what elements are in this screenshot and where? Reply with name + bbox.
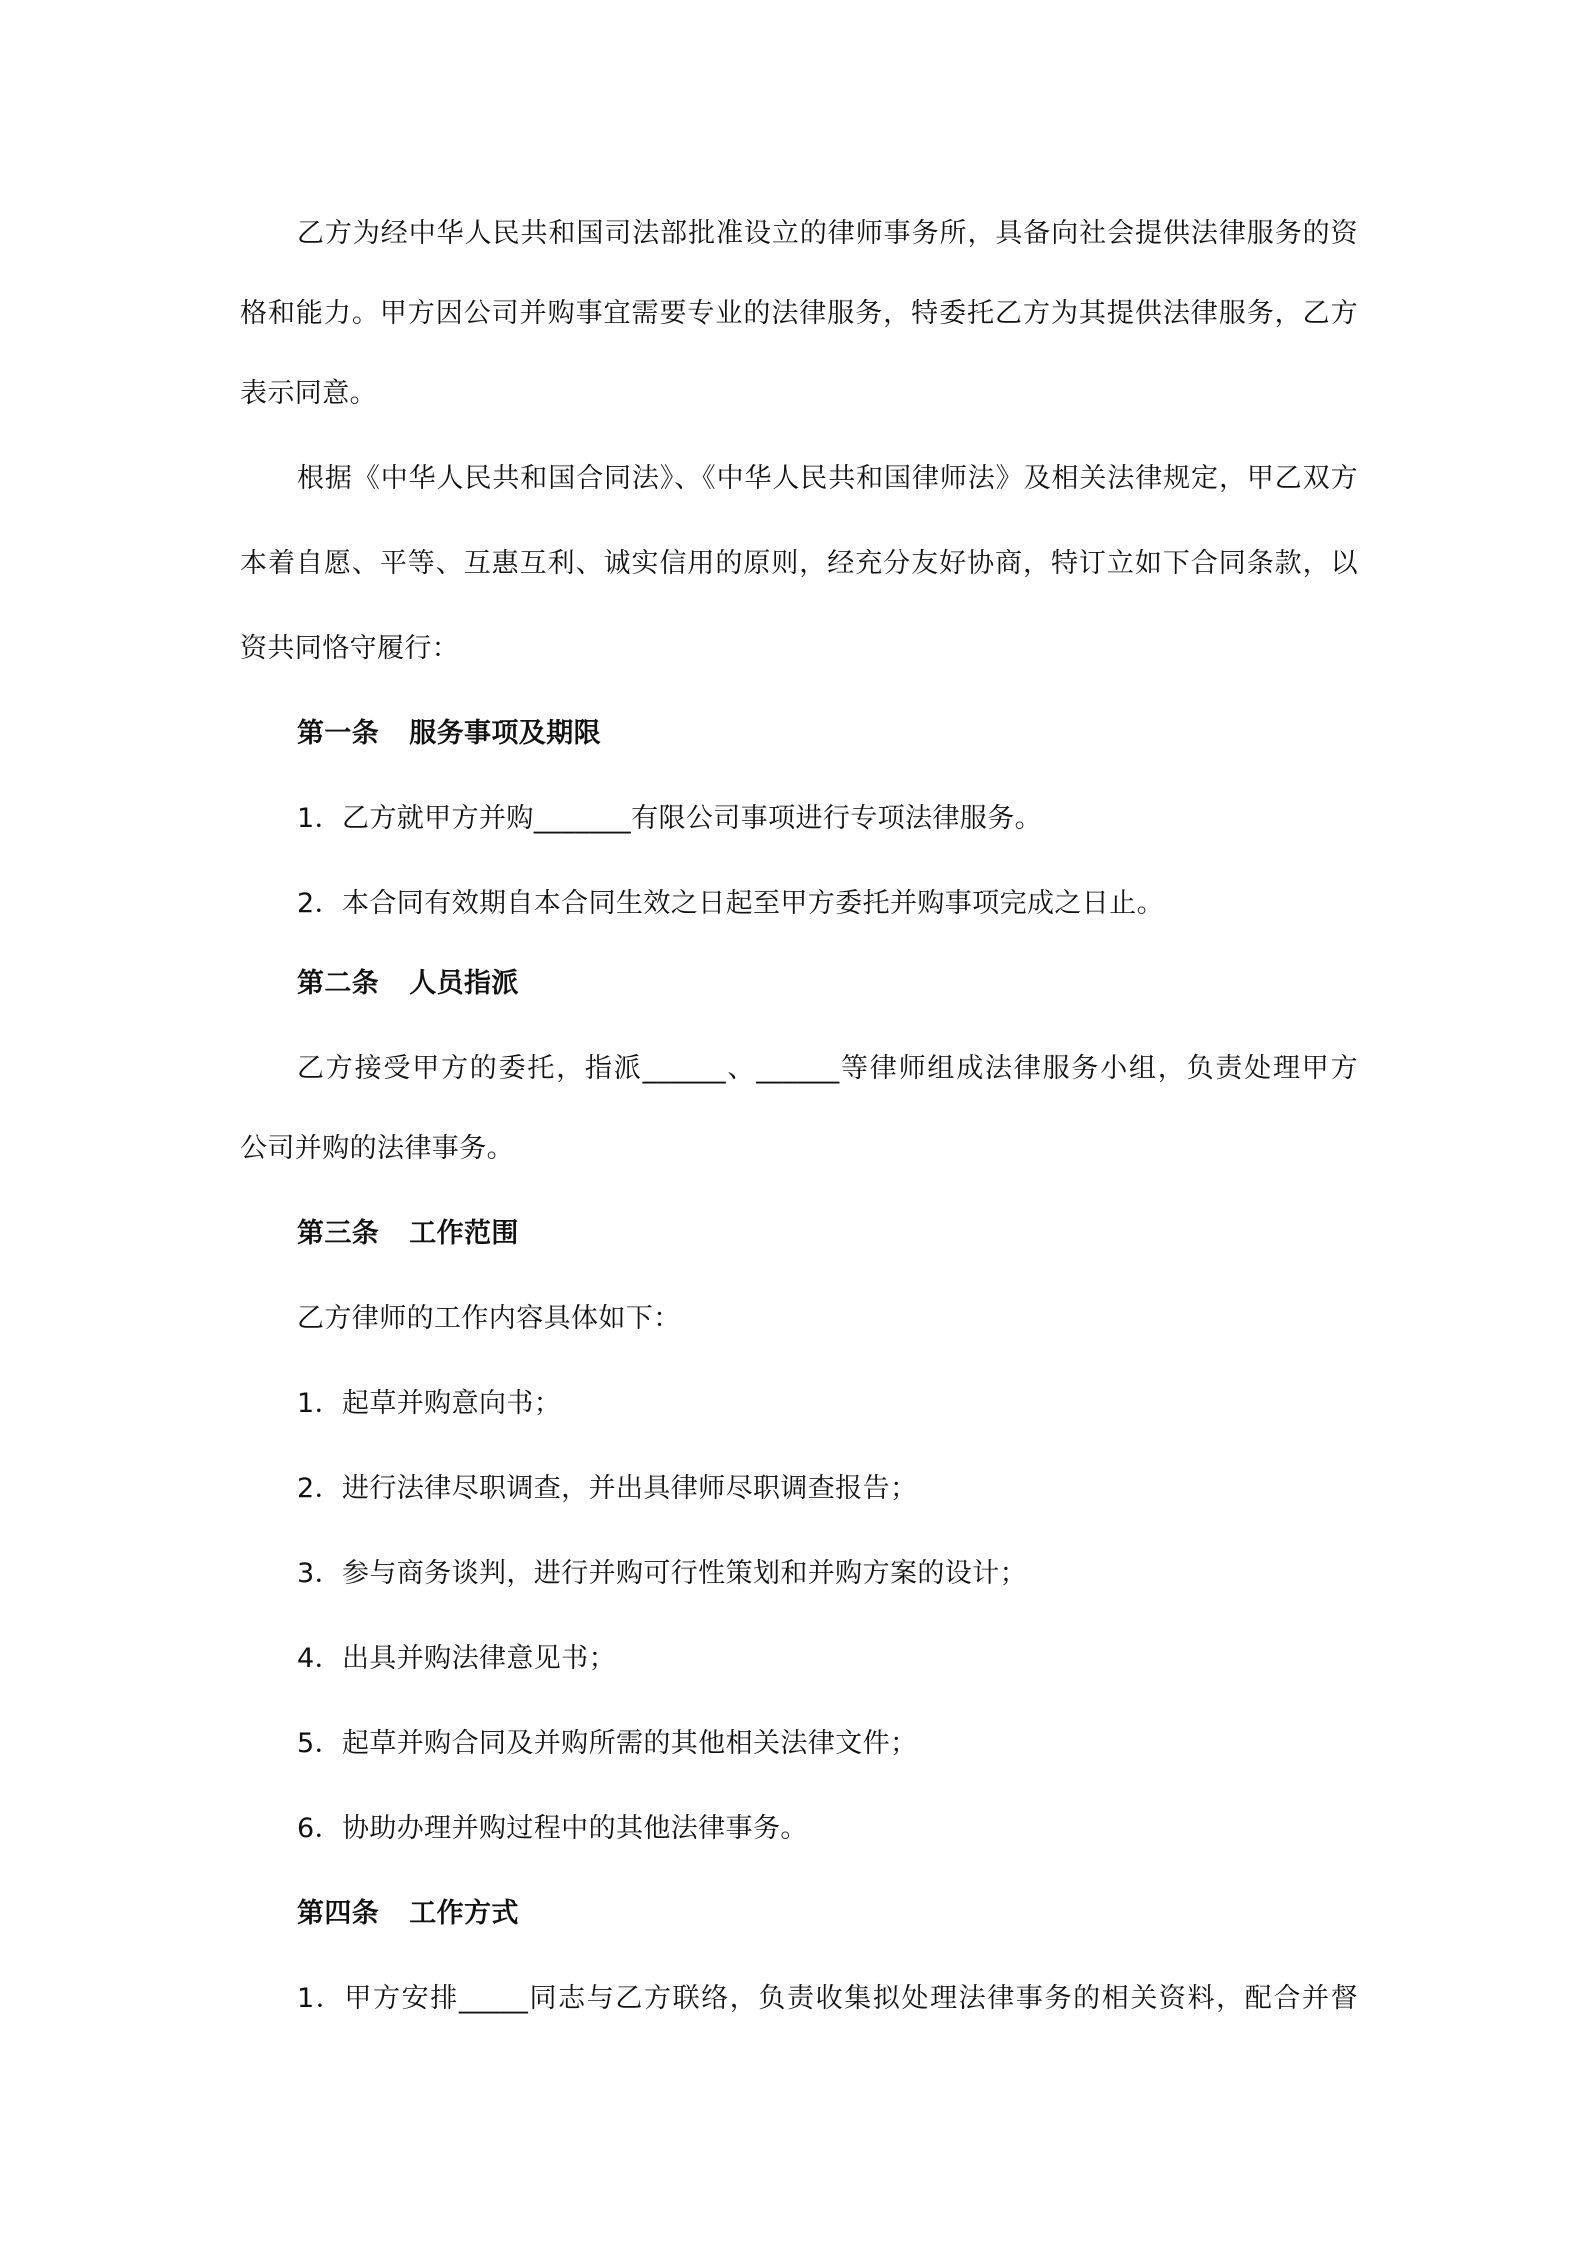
article-4-heading [297, 1894, 1358, 1934]
article-2-title: 人员指派 [409, 968, 519, 999]
article-3-item-4: 4．出具并购法律意见书； [297, 1643, 616, 1674]
preamble-paragraph-2-line-3: 资共同恪守履行： [240, 633, 460, 664]
article-2-line-1: 乙方接受甲方的委托，指派______、______等律师组成法律服务小组，负责处理甲方 [297, 1053, 1358, 1084]
article-1-heading [297, 714, 1358, 754]
preamble-paragraph-1-line-2: 格和能力。甲方因公司并购事宜需要专业的法律服务，特委托乙方为其提供法律服务，乙方 [240, 298, 1358, 329]
article-3-item-3: 3．参与商务谈判，进行并购可行性策划和并购方案的设计； [297, 1558, 1027, 1589]
article-3-intro: 乙方律师的工作内容具体如下： [297, 1303, 681, 1334]
article-4-title: 工作方式 [409, 1898, 519, 1929]
article-2-heading [297, 964, 1358, 1004]
article-3-item-2: 2．进行法律尽职调查，并出具律师尽职调查报告； [297, 1473, 918, 1504]
article-3-item-1: 1．起草并购意向书； [297, 1388, 562, 1419]
article-4-item-1: 1．甲方安排_____同志与乙方联络，负责收集拟处理法律事务的相关资料，配合并督 [297, 1983, 1358, 2014]
article-3-item-5: 5．起草并购合同及并购所需的其他相关法律文件； [297, 1728, 918, 1759]
article-4-number: 第四条 [297, 1898, 380, 1929]
preamble-paragraph-2-line-1: 根据《中华人民共和国合同法》、《中华人民共和国律师法》及相关法律规定，甲乙双方 [297, 463, 1358, 494]
article-3-item-6: 6．协助办理并购过程中的其他法律事务。 [297, 1813, 808, 1844]
article-1-number: 第一条 [297, 718, 380, 749]
article-2-number: 第二条 [297, 968, 380, 999]
preamble-paragraph-2-line-2: 本着自愿、平等、互惠互利、诚实信用的原则，经充分友好协商，特订立如下合同条款，以 [240, 548, 1358, 579]
article-3-title: 工作范围 [409, 1218, 519, 1249]
preamble-paragraph-1-line-1: 乙方为经中华人民共和国司法部批准设立的律师事务所，具备向社会提供法律服务的资 [297, 218, 1358, 249]
preamble-paragraph-1-line-3: 表示同意。 [240, 378, 377, 409]
article-1-item-2: 2．本合同有效期自本合同生效之日起至甲方委托并购事项完成之日止。 [297, 888, 1164, 919]
article-3-number: 第三条 [297, 1218, 380, 1249]
article-1-item-1: 1．乙方就甲方并购_______有限公司事项进行专项法律服务。 [297, 803, 1043, 834]
article-1-title: 服务事项及期限 [409, 718, 602, 749]
article-3-heading [297, 1214, 1358, 1254]
article-2-line-2: 公司并购的法律事务。 [240, 1133, 514, 1164]
